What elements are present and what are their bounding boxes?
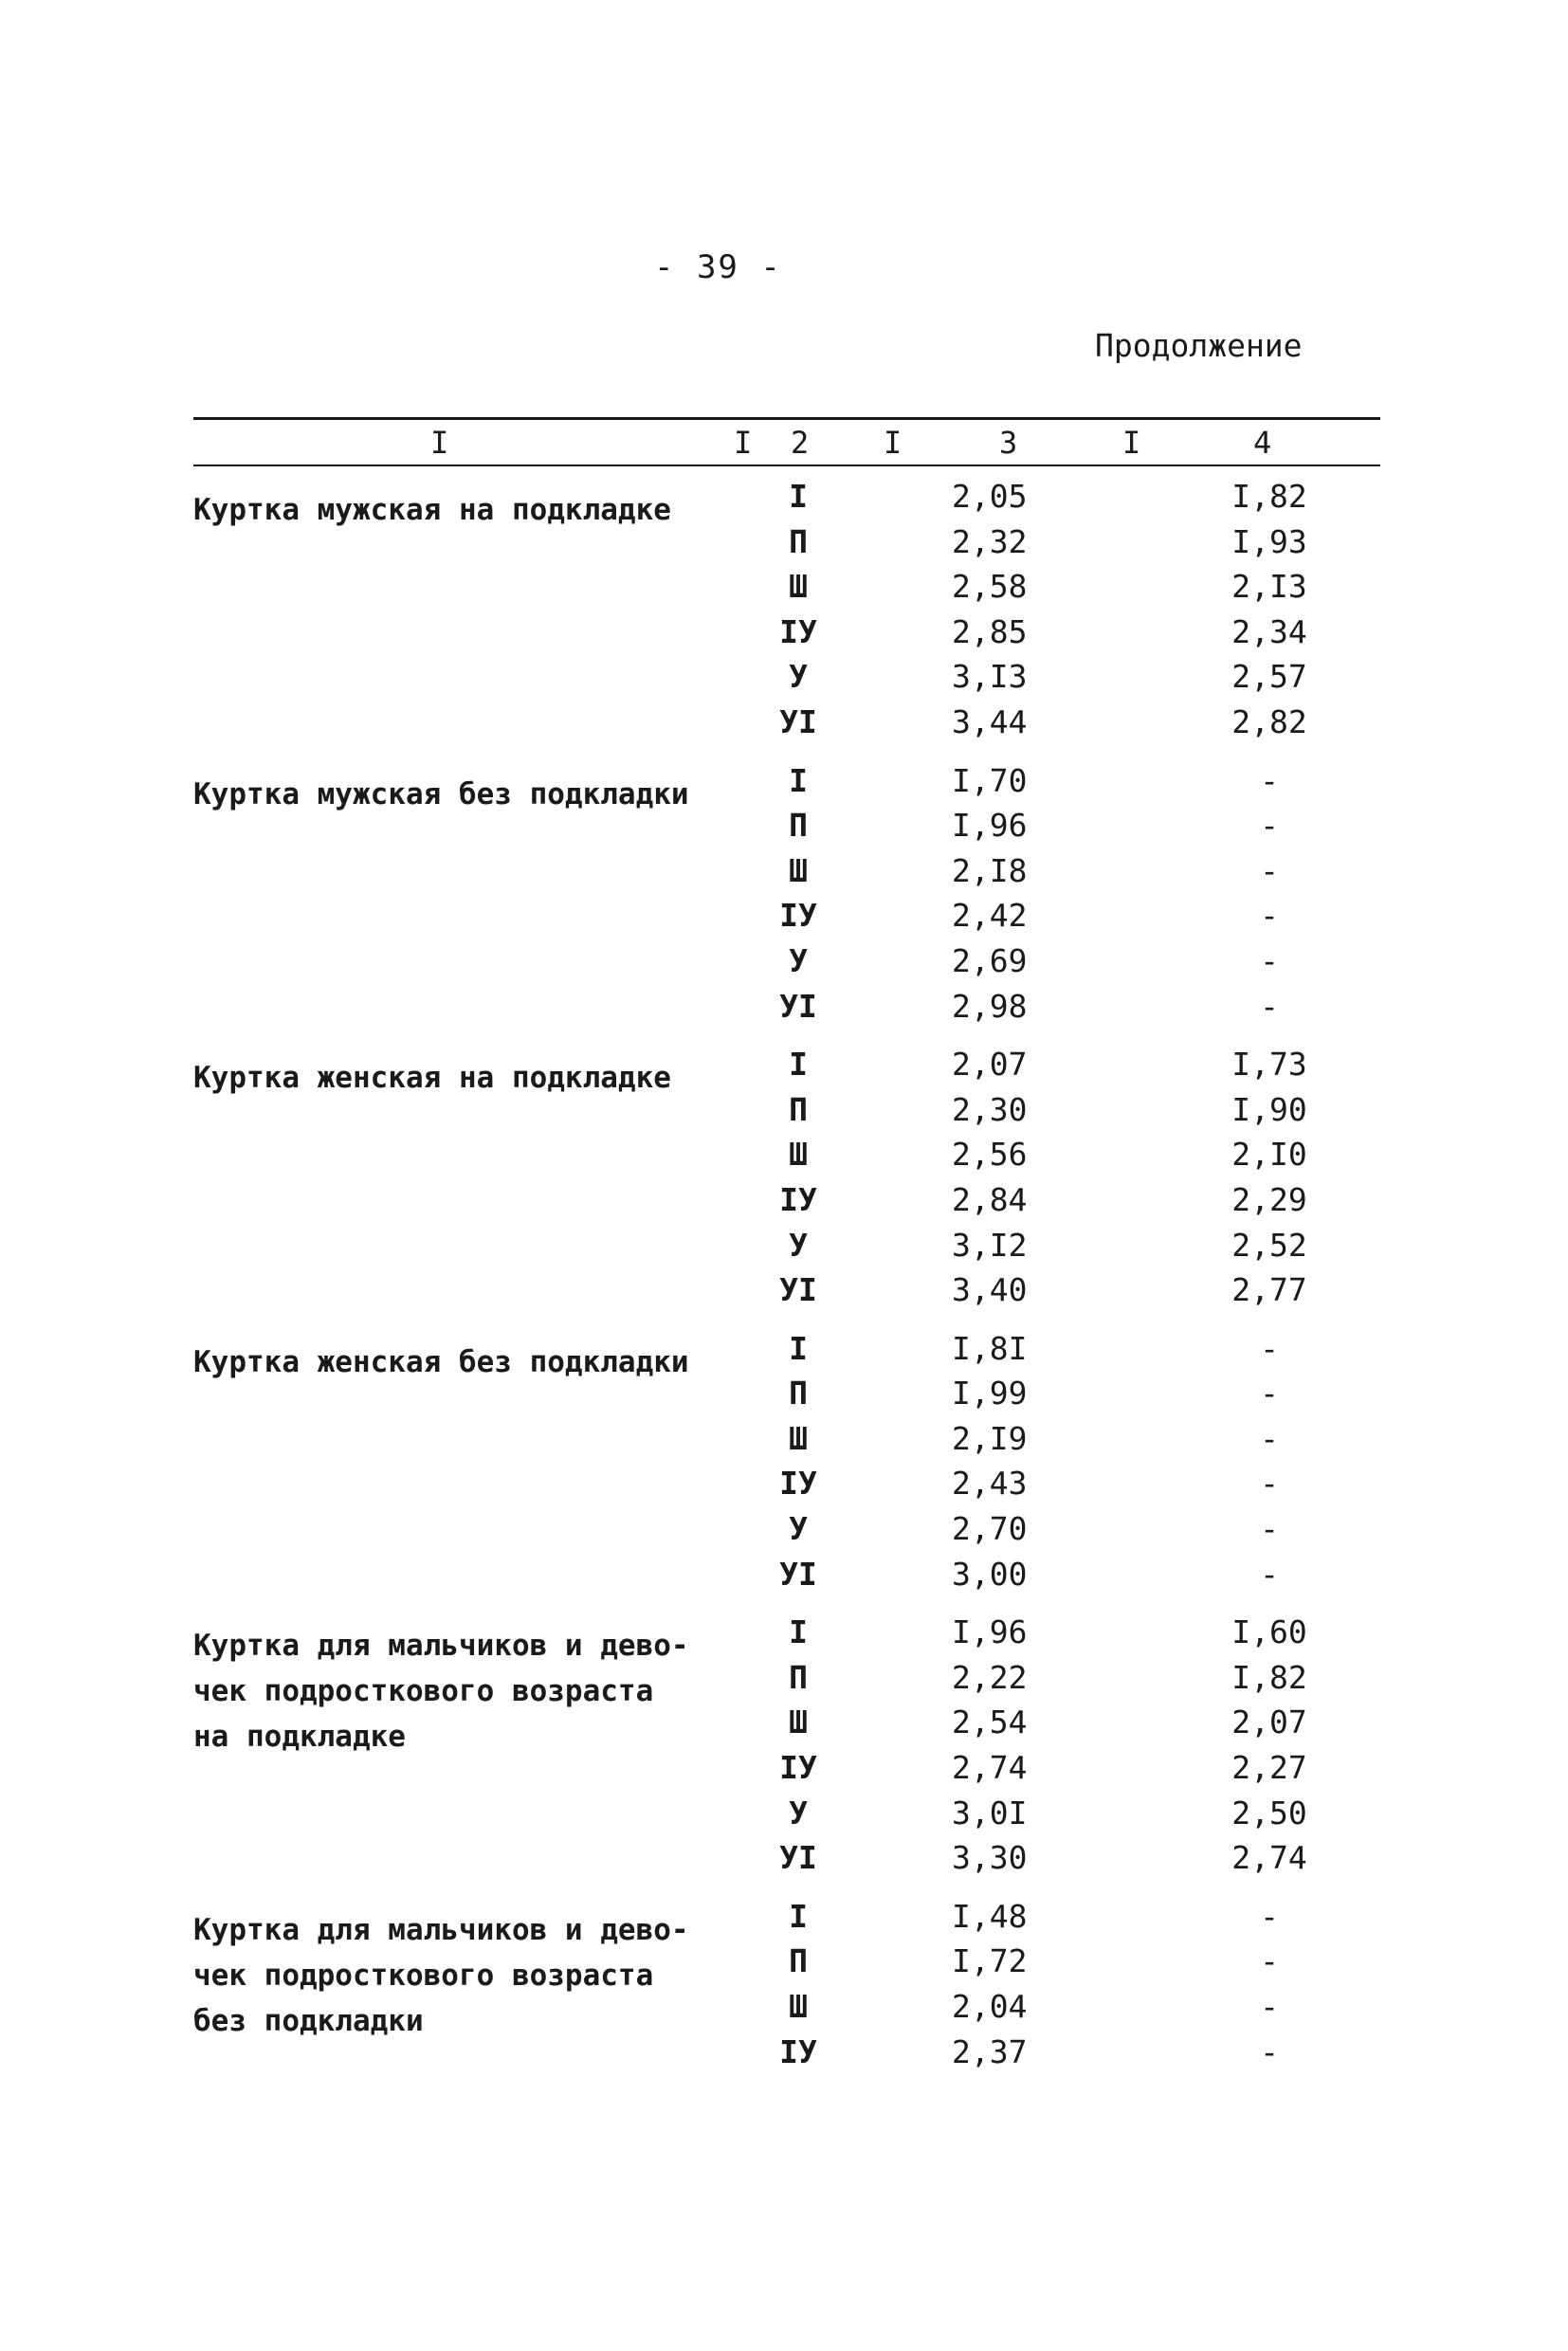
size-cell: IУ [779, 1749, 817, 1787]
value-col-3-cell: 2,30 [952, 1090, 1028, 1128]
size-cell: П [789, 1375, 808, 1412]
value-col-3-cell: 2,I9 [952, 1419, 1028, 1457]
size-cell: П [789, 1090, 808, 1128]
table-row [193, 1326, 1380, 1372]
value-col-4-cell: - [1260, 851, 1279, 889]
table-row [193, 700, 1380, 745]
table-row [193, 1042, 1380, 1087]
value-col-4-cell: - [1260, 1555, 1279, 1593]
value-col-4-cell: - [1260, 941, 1279, 979]
value-col-4-cell: - [1260, 987, 1279, 1025]
value-col-3-cell: 2,04 [952, 1988, 1028, 2025]
value-col-3-cell: 2,43 [952, 1465, 1028, 1503]
value-col-4-cell: 2,I3 [1231, 568, 1307, 606]
table-group [193, 1610, 1380, 1881]
table-row [193, 2030, 1380, 2075]
value-col-3-cell: 3,40 [952, 1271, 1028, 1309]
value-col-3-cell: 2,58 [952, 568, 1028, 606]
value-col-4-cell: 2,I0 [1231, 1136, 1307, 1174]
value-col-3-cell: I,96 [952, 1613, 1028, 1651]
value-col-3-cell: I,72 [952, 1942, 1028, 1980]
header-col-2: 2 [791, 425, 810, 461]
value-col-3-cell: I,8I [952, 1329, 1028, 1367]
size-cell: I [789, 478, 808, 515]
table-row [193, 1461, 1380, 1506]
item-name: Куртка мужская без подкладки [193, 776, 689, 811]
table-row [193, 1506, 1380, 1552]
table-row [193, 1984, 1380, 2030]
value-col-4-cell: - [1260, 897, 1279, 935]
table-row [193, 1267, 1380, 1313]
table-row [193, 474, 1380, 519]
header-col-3: 3 [999, 425, 1018, 461]
size-cell: УI [779, 702, 817, 740]
value-col-4-cell: 2,07 [1231, 1704, 1307, 1741]
size-cell: Ш [789, 1704, 808, 1741]
data-table [193, 465, 1380, 2074]
size-cell: IУ [779, 612, 817, 650]
value-col-4-cell: I,93 [1231, 522, 1307, 560]
table-row [193, 1087, 1380, 1133]
size-cell: У [789, 1226, 808, 1264]
value-col-4-cell: 2,34 [1231, 612, 1307, 650]
size-cell: IУ [779, 1465, 817, 1503]
value-col-3-cell: I,99 [952, 1375, 1028, 1412]
value-col-3-cell: 2,85 [952, 612, 1028, 650]
value-col-4-cell: I,82 [1231, 478, 1307, 515]
size-cell: I [789, 1046, 808, 1084]
table-row [193, 1132, 1380, 1177]
size-cell: Ш [789, 1419, 808, 1457]
value-col-3-cell: 2,70 [952, 1510, 1028, 1548]
page-number: - 39 - [654, 248, 782, 286]
value-col-4-cell: 2,57 [1231, 658, 1307, 696]
item-name: Куртка женская без подкладки [193, 1344, 689, 1379]
table-row [193, 1610, 1380, 1655]
value-col-3-cell: 2,84 [952, 1180, 1028, 1218]
size-cell: УI [779, 1555, 817, 1593]
value-col-4-cell: I,73 [1231, 1046, 1307, 1084]
size-cell: I [789, 1613, 808, 1651]
table-row [193, 939, 1380, 984]
size-cell: УI [779, 1271, 817, 1309]
value-col-4-cell: - [1260, 1419, 1279, 1457]
header-separator: I [734, 425, 753, 461]
value-col-4-cell: I,60 [1231, 1613, 1307, 1651]
table-row [193, 564, 1380, 610]
table-header [193, 425, 1380, 463]
table-row [193, 984, 1380, 1030]
value-col-4-cell: - [1260, 1510, 1279, 1548]
value-col-4-cell: 2,52 [1231, 1226, 1307, 1264]
value-col-4-cell: 2,82 [1231, 702, 1307, 740]
header-col-1: I [430, 425, 449, 461]
size-cell: Ш [789, 1136, 808, 1174]
size-cell: Ш [789, 1988, 808, 2025]
size-cell: П [789, 1942, 808, 1980]
value-col-3-cell: 3,30 [952, 1839, 1028, 1877]
value-col-3-cell: 3,I2 [952, 1226, 1028, 1264]
table-row [193, 1835, 1380, 1881]
table-row [193, 1745, 1380, 1791]
value-col-4-cell: - [1260, 1375, 1279, 1412]
size-cell: Ш [789, 851, 808, 889]
size-cell: У [789, 1794, 808, 1832]
size-cell: У [789, 1510, 808, 1548]
size-cell: П [789, 1658, 808, 1696]
value-col-4-cell: I,90 [1231, 1090, 1307, 1128]
table-group [193, 1326, 1380, 1597]
value-col-4-cell: 2,77 [1231, 1271, 1307, 1309]
value-col-3-cell: 2,37 [952, 2032, 1028, 2070]
table-row [193, 654, 1380, 700]
size-cell: П [789, 807, 808, 845]
value-col-3-cell: 2,42 [952, 897, 1028, 935]
value-col-4-cell: - [1260, 761, 1279, 799]
size-cell: Ш [789, 568, 808, 606]
value-col-3-cell: 3,0I [952, 1794, 1028, 1832]
table-row [193, 1177, 1380, 1223]
table-row [193, 893, 1380, 939]
value-col-4-cell: - [1260, 1465, 1279, 1503]
continuation-label: Продолжение [1095, 327, 1303, 364]
value-col-3-cell: I,48 [952, 1897, 1028, 1935]
table-row [193, 1223, 1380, 1268]
header-separator: I [884, 425, 903, 461]
table-group [193, 758, 1380, 1030]
size-cell: I [789, 761, 808, 799]
item-name: Куртка мужская на подкладке [193, 493, 671, 527]
item-name: Куртка для мальчиков и дево- чек подросткового возраста на подкладке [193, 1629, 689, 1755]
table-row [193, 1939, 1380, 1984]
value-col-4-cell: - [1260, 2032, 1279, 2070]
value-col-3-cell: 2,05 [952, 478, 1028, 515]
table-group [193, 1894, 1380, 2074]
value-col-3-cell: 2,54 [952, 1704, 1028, 1741]
size-cell: У [789, 941, 808, 979]
value-col-3-cell: I,70 [952, 761, 1028, 799]
size-cell: IУ [779, 1180, 817, 1218]
value-col-3-cell: I,96 [952, 807, 1028, 845]
value-col-3-cell: 3,I3 [952, 658, 1028, 696]
value-col-4-cell: - [1260, 1897, 1279, 1935]
header-separator: I [1122, 425, 1141, 461]
table-row [193, 758, 1380, 804]
table-top-rule [193, 417, 1380, 420]
value-col-4-cell: - [1260, 1942, 1279, 1980]
value-col-4-cell: 2,74 [1231, 1839, 1307, 1877]
size-cell: IУ [779, 897, 817, 935]
table-row [193, 1791, 1380, 1836]
value-col-3-cell: 2,07 [952, 1046, 1028, 1084]
table-row [193, 1655, 1380, 1701]
size-cell: IУ [779, 2032, 817, 2070]
value-col-3-cell: 2,74 [952, 1749, 1028, 1787]
value-col-3-cell: 2,22 [952, 1658, 1028, 1696]
table-row [193, 610, 1380, 655]
size-cell: I [789, 1897, 808, 1935]
table-row [193, 803, 1380, 848]
size-cell: I [789, 1329, 808, 1367]
value-col-4-cell: - [1260, 807, 1279, 845]
header-col-4: 4 [1253, 425, 1272, 461]
size-cell: П [789, 522, 808, 560]
value-col-4-cell: 2,50 [1231, 1794, 1307, 1832]
table-row [193, 519, 1380, 565]
item-name: Куртка для мальчиков и дево- чек подросткового возраста без подкладки [193, 1912, 689, 2038]
table-row [193, 1894, 1380, 1940]
table-row [193, 1700, 1380, 1745]
value-col-3-cell: 3,00 [952, 1555, 1028, 1593]
table-row [193, 1416, 1380, 1462]
value-col-3-cell: 2,32 [952, 522, 1028, 560]
table-row [193, 1552, 1380, 1597]
table-group [193, 1042, 1380, 1313]
value-col-4-cell: I,82 [1231, 1658, 1307, 1696]
value-col-4-cell: - [1260, 1988, 1279, 2025]
item-name: Куртка женская на подкладке [193, 1061, 671, 1096]
table-row [193, 1371, 1380, 1416]
size-cell: УI [779, 1839, 817, 1877]
value-col-3-cell: 2,56 [952, 1136, 1028, 1174]
value-col-4-cell: - [1260, 1329, 1279, 1367]
value-col-3-cell: 3,44 [952, 702, 1028, 740]
size-cell: УI [779, 987, 817, 1025]
size-cell: У [789, 658, 808, 696]
value-col-3-cell: 2,98 [952, 987, 1028, 1025]
value-col-3-cell: 2,I8 [952, 851, 1028, 889]
value-col-3-cell: 2,69 [952, 941, 1028, 979]
value-col-4-cell: 2,27 [1231, 1749, 1307, 1787]
value-col-4-cell: 2,29 [1231, 1180, 1307, 1218]
table-row [193, 848, 1380, 894]
table-group [193, 474, 1380, 745]
